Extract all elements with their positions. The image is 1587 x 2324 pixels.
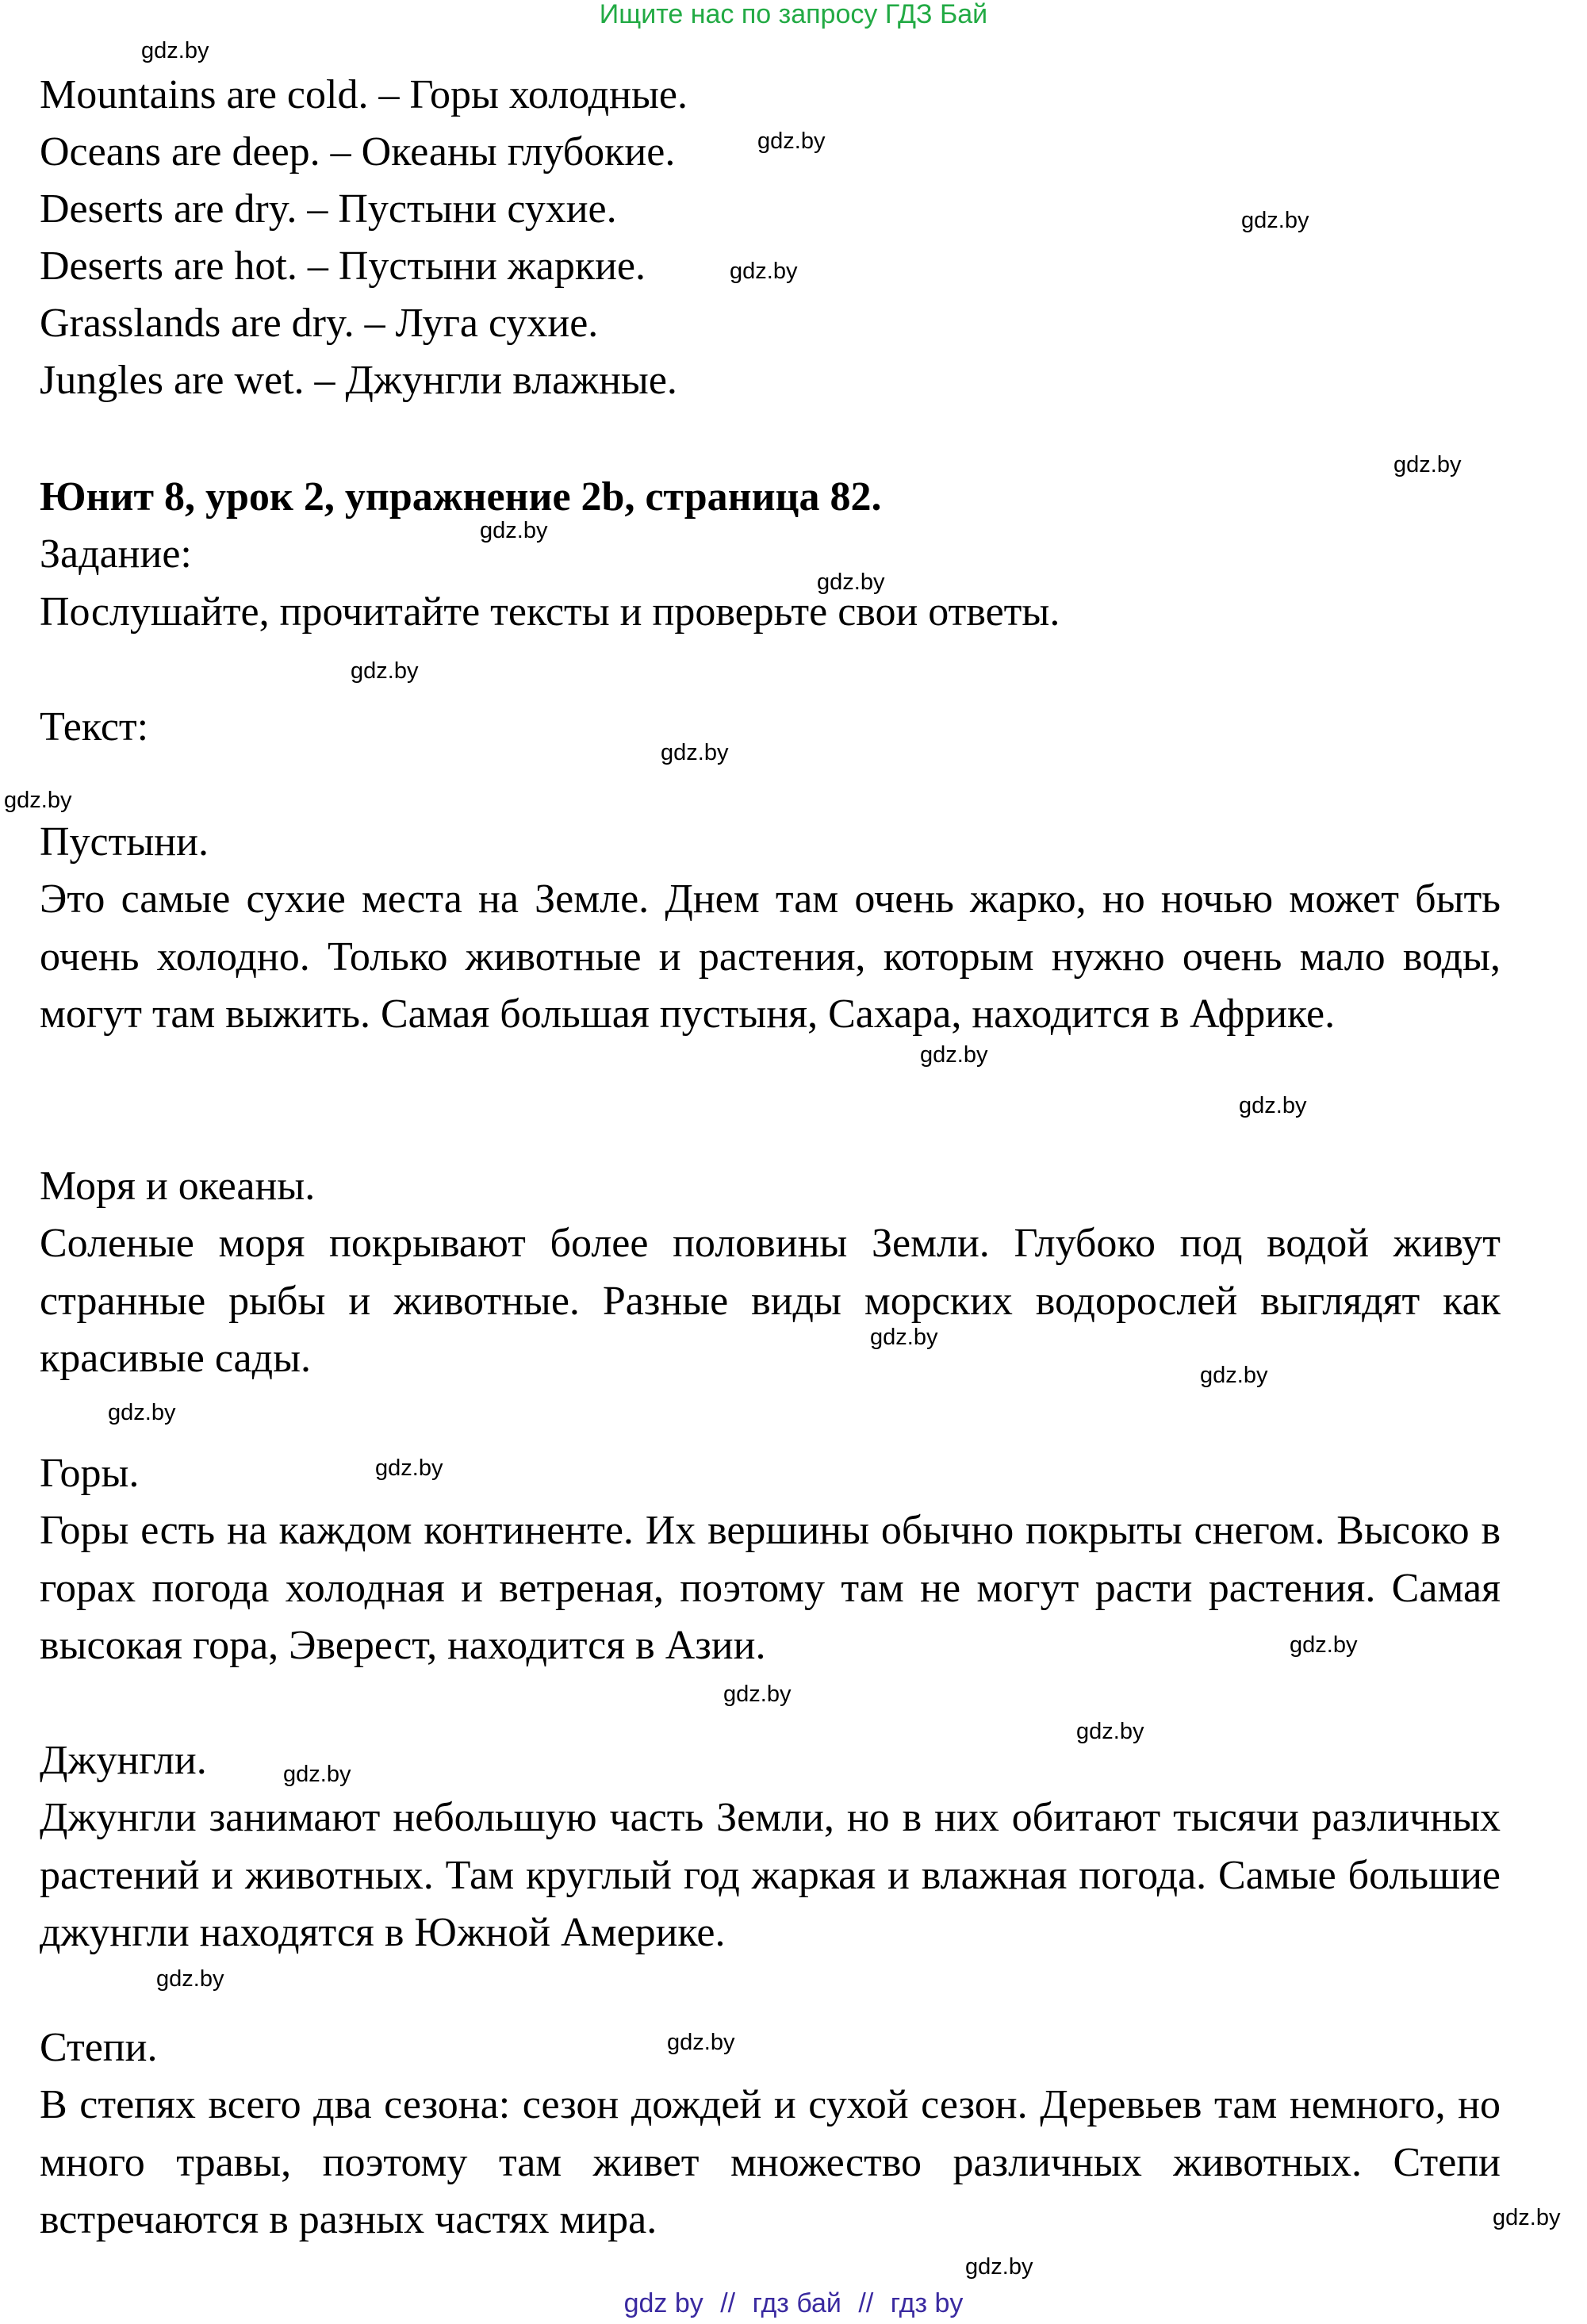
footer-link-gdz-bay[interactable]: гдз бай [752,2288,841,2318]
watermark: gdz.by [1393,452,1462,477]
section-body-deserts: Это самые сухие места на Земле. Днем там очень жарко, но ночью может быть очень холодно. Только животные и растения, которым нужно очень мало воды, могут там выжить. Самая большая пустыня, Сахара, находится в Африке. [40,876,1501,1037]
section-body-mountains: Горы есть на каждом континенте. Их вершины обычно покрыты снегом. Высоко в горах погода холодная и ветреная, поэтому там не могут расти растения. Самая высокая гора, Эверест, находится в Азии. [40,1508,1501,1668]
footer-separator: // [858,2288,874,2318]
footer-separator: // [720,2288,736,2318]
task-text: Послушайте, прочитайте тексты и проверьте свои ответы. [40,589,1060,635]
watermark: gdz.by [1493,2205,1561,2230]
section-body-seas: Соленые моря покрывают более половины Земли. Глубоко под водой живут странные рыбы и животные. Разные виды морских водорослей выглядят как красивые сады. [40,1221,1501,1381]
watermark: gdz.by [730,259,798,284]
vocab-line: Grasslands are dry. – Луга сухие. [40,301,599,346]
vocab-line: Jungles are wet. – Джунгли влажные. [40,358,677,403]
watermark: gdz.by [4,788,72,813]
watermark: gdz.by [757,128,826,154]
watermark: gdz.by [351,658,419,684]
watermark: gdz.by [817,569,885,595]
vocab-line: Mountains are cold. – Горы холодные. [40,72,688,117]
watermark: gdz.by [108,1400,176,1425]
watermark: gdz.by [965,2254,1033,2280]
watermark: gdz.by [156,1966,224,1992]
watermark: gdz.by [920,1042,988,1068]
watermark: gdz.by [1076,1719,1144,1744]
watermark: gdz.by [480,518,548,543]
watermark: gdz.by [1200,1363,1268,1388]
task-label: Задание: [40,531,192,577]
watermark: gdz.by [1241,208,1309,233]
watermark: gdz.by [283,1762,351,1787]
section-title-mountains: Горы. [40,1451,140,1496]
section-title-steppes: Степи. [40,2025,158,2070]
search-hint-header[interactable]: Ищите нас по запросу ГДЗ Бай [599,0,988,29]
watermark: gdz.by [141,38,209,63]
watermark: gdz.by [723,1682,792,1707]
watermark: gdz.by [661,740,729,765]
section-title-seas: Моря и океаны. [40,1164,316,1209]
watermark: gdz.by [667,2030,735,2055]
footer-links [0,2288,1587,2319]
text-label: Текст: [40,704,149,750]
vocab-line: Deserts are hot. – Пустыни жаркие. [40,244,646,289]
section-body-jungles: Джунгли занимают небольшую часть Земли, но в них обитают тысячи различных растений и животных. Там круглый год жаркая и влажная погода. Самые большие джунгли находятся в Южной Америке. [40,1795,1501,1955]
vocab-line: Oceans are deep. – Океаны глубокие. [40,129,676,174]
section-body-steppes: В степях всего два сезона: сезон дождей и сухой сезон. Деревьев там немного, но много травы, поэтому там живет множество различных животных. Степи встречаются в разных частях мира. [40,2082,1501,2242]
watermark: gdz.by [1239,1093,1307,1118]
watermark: gdz.by [870,1325,938,1350]
footer-link-gdz-by-ru[interactable]: гдз by [890,2288,964,2318]
watermark: gdz.by [1290,1632,1358,1658]
exercise-heading: Юнит 8, урок 2, упражнение 2b, страница 82. [40,474,882,520]
footer-link-gdz-by[interactable]: gdz by [623,2288,703,2318]
section-title-deserts: Пустыни. [40,819,209,865]
section-title-jungles: Джунгли. [40,1738,207,1783]
vocab-line: Deserts are dry. – Пустыни сухие. [40,186,617,232]
watermark: gdz.by [375,1455,443,1481]
